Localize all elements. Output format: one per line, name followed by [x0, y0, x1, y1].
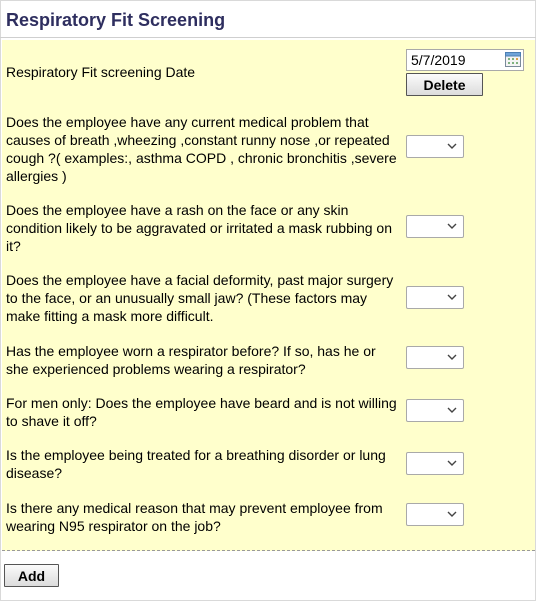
question-1-label: Does the employee have any current medical problem that causes of breath ,wheezing ,constant runny nose ,or repeated cough ?( examples:, asthma COPD , chronic bronchitis ,severe allergies )	[6, 114, 397, 184]
question-4-label: Has the employee worn a respirator before? If so, has he or she experienced problems wearing a respirator?	[6, 343, 376, 377]
question-6-select[interactable]	[406, 452, 464, 475]
page-title: Respiratory Fit Screening	[6, 10, 226, 30]
chevron-down-icon	[447, 509, 457, 519]
add-button[interactable]: Add	[4, 564, 59, 587]
question-6-label: Is the employee being treated for a breathing disorder or lung disease?	[6, 447, 386, 481]
chevron-down-icon	[447, 458, 457, 468]
question-5-label: For men only: Does the employee have beard and is not willing to shave it off?	[6, 395, 397, 429]
question-7-select[interactable]	[406, 503, 464, 526]
chevron-down-icon	[447, 405, 457, 415]
question-2-select[interactable]	[406, 215, 464, 238]
question-4-select[interactable]	[406, 346, 464, 369]
chevron-down-icon	[447, 292, 457, 302]
question-3-select[interactable]	[406, 286, 464, 309]
question-7-label: Is there any medical reason that may prevent employee from wearing N95 respirator on the job?	[6, 500, 383, 534]
panel-divider	[2, 550, 535, 551]
question-3-label: Does the employee have a facial deformity, past major surgery to the face, or an unusually small jaw? (These factors may make fitting a mask more difficult.	[6, 272, 394, 324]
question-2-label: Does the employee have a rash on the face or any skin condition likely to be aggravated or irritated a mask rubbing on it?	[6, 202, 392, 254]
question-1-select[interactable]	[406, 135, 464, 158]
chevron-down-icon	[447, 352, 457, 362]
delete-button[interactable]: Delete	[406, 73, 483, 96]
title-divider	[0, 37, 536, 38]
chevron-down-icon	[447, 141, 457, 151]
calendar-icon[interactable]	[505, 51, 521, 67]
chevron-down-icon	[447, 221, 457, 231]
question-5-select[interactable]	[406, 399, 464, 422]
screening-date-label: Respiratory Fit screening Date	[6, 64, 196, 80]
